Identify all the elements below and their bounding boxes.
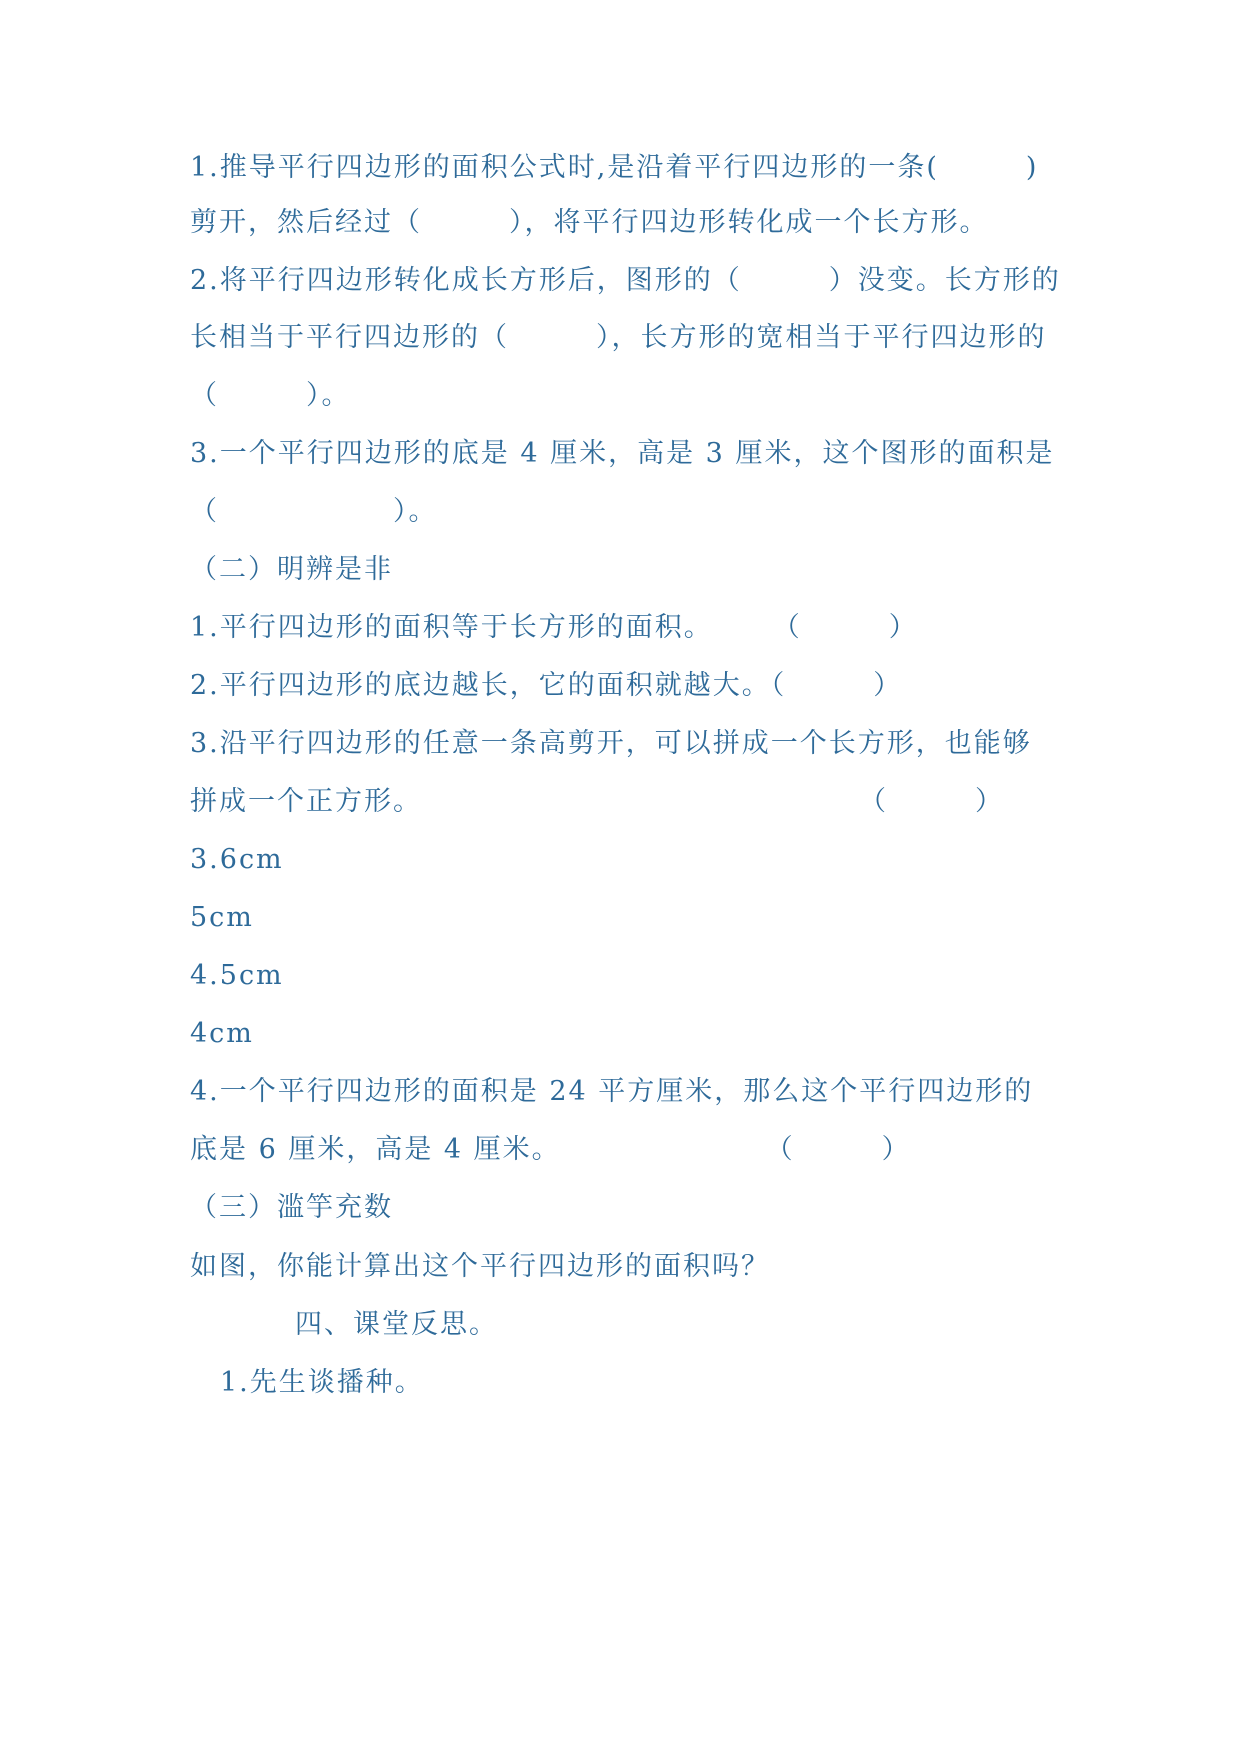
fill-blank-q3-line2: （ ）。 [190, 496, 438, 527]
area-question: 如图，你能计算出这个平行四边形的面积吗？ [190, 1251, 770, 1282]
true-false-q3-line2: 拼成一个正方形。 （ ） [190, 786, 1004, 817]
section-heading-filler: （三）滥竽充数 [190, 1192, 393, 1223]
figure-label-5cm: 5cm [190, 902, 254, 933]
figure-label-4cm: 4cm [190, 1018, 254, 1049]
fill-blank-q2-line3: （ ）。 [190, 380, 351, 411]
fill-blank-q3-line1: 3.一个平行四边形的底是 4 厘米，高是 3 厘米，这个图形的面积是 [190, 438, 1055, 469]
fill-blank-q1-line2: 剪开，然后经过（ ），将平行四边形转化成一个长方形。 [190, 207, 989, 238]
reflection-item-1: 1.先生谈播种。 [220, 1367, 424, 1398]
fill-blank-q2-line2: 长相当于平行四边形的（ ），长方形的宽相当于平行四边形的 [190, 322, 1047, 353]
fill-blank-q2-line1: 2.将平行四边形转化成长方形后，图形的（ ）没变。长方形的 [190, 265, 1061, 296]
true-false-q1: 1.平行四边形的面积等于长方形的面积。 （ ） [190, 612, 918, 643]
figure-label-3-6cm: 3.6cm [190, 844, 284, 875]
figure-label-4-5cm: 4.5cm [190, 960, 284, 991]
section-heading-true-false: （二）明辨是非 [190, 554, 393, 585]
section-heading-reflection: 四、课堂反思。 [295, 1309, 498, 1340]
fill-blank-q1-line1: 1.推导平行四边形的面积公式时,是沿着平行四边形的一条( ) [190, 152, 1039, 183]
true-false-q4-line2: 底是 6 厘米，高是 4 厘米。 （ ） [190, 1134, 911, 1165]
true-false-q3-line1: 3.沿平行四边形的任意一条高剪开，可以拼成一个长方形，也能够 [190, 728, 1032, 759]
true-false-q2: 2.平行四边形的底边越长，它的面积就越大。（ ） [190, 670, 903, 701]
true-false-q4-line1: 4.一个平行四边形的面积是 24 平方厘米，那么这个平行四边形的 [190, 1076, 1034, 1107]
